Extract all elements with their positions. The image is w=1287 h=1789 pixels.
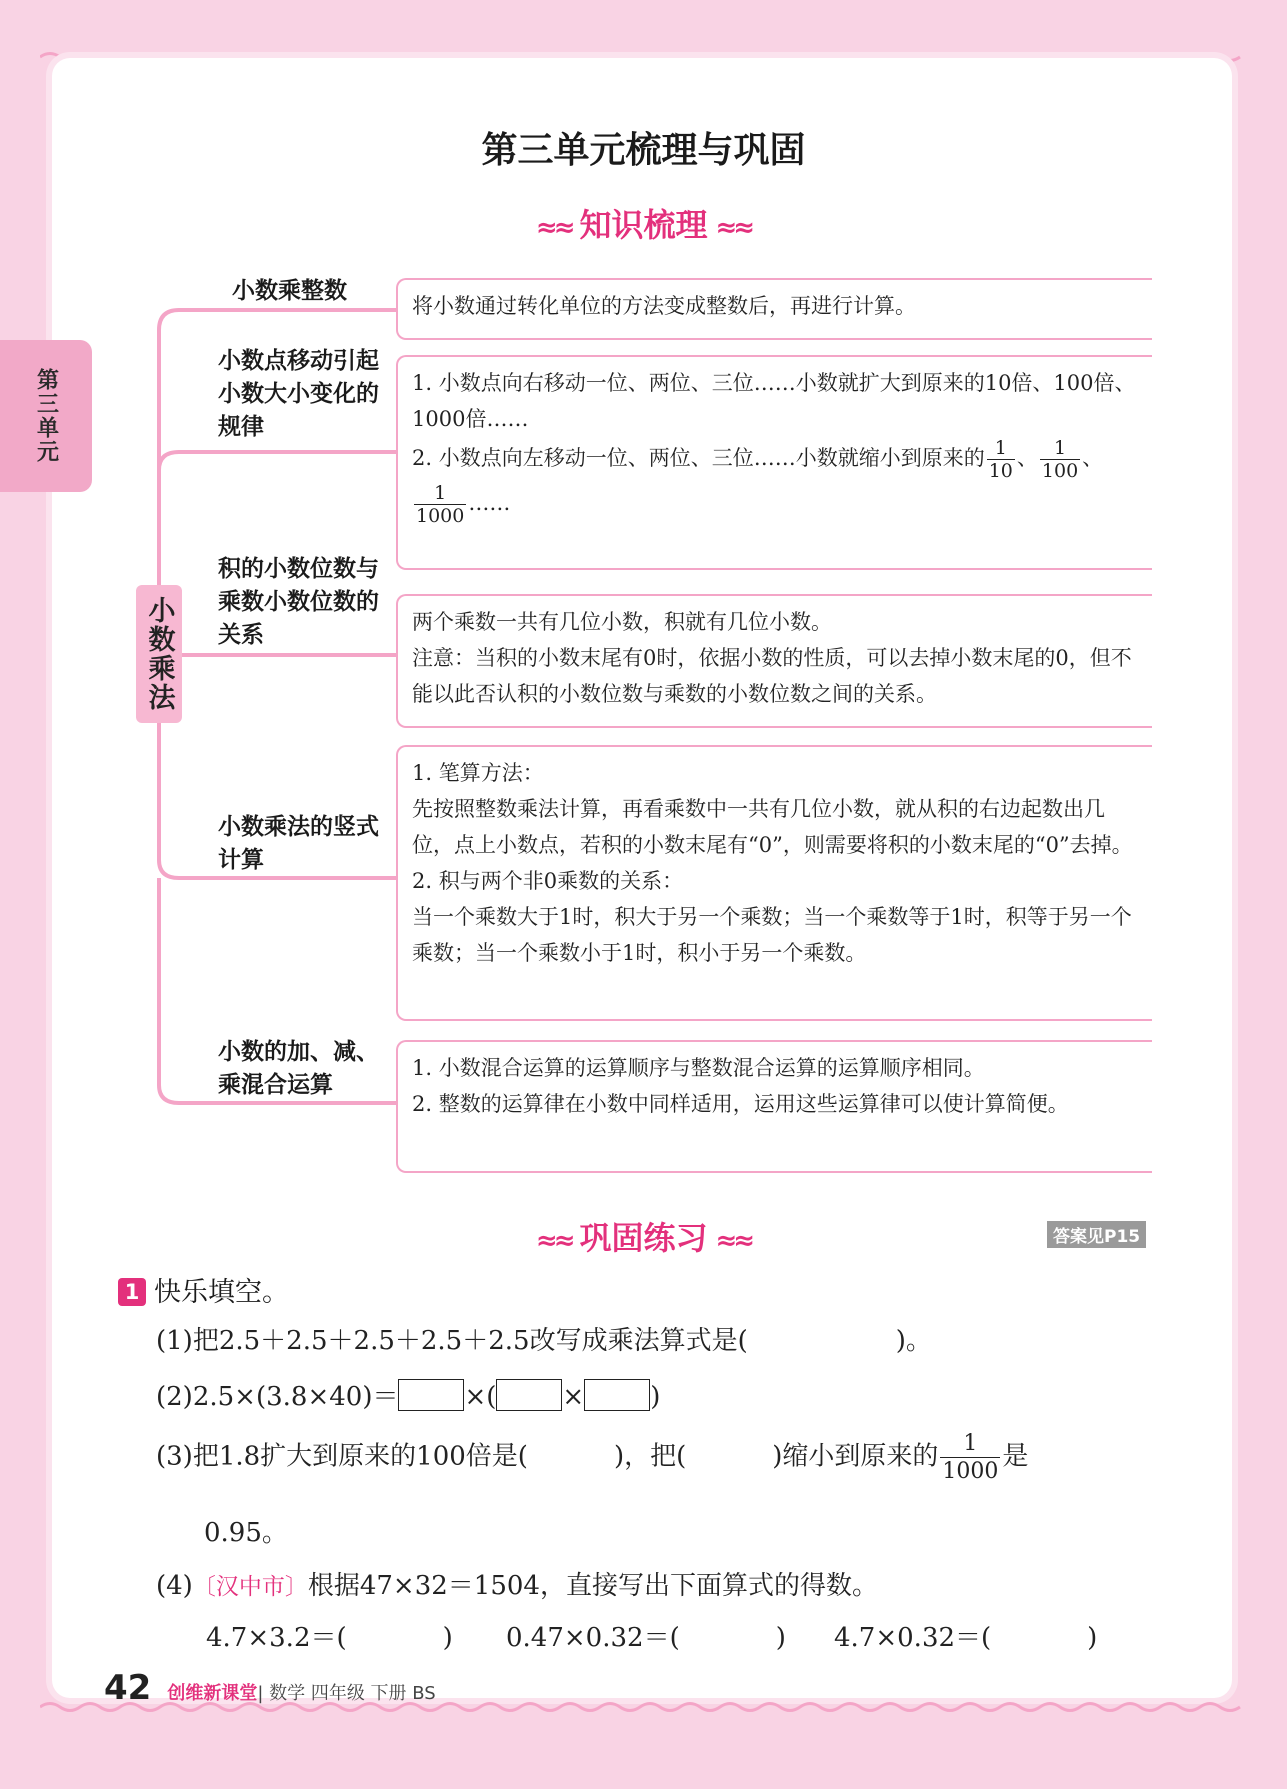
question-text: (2)2.5×(3.8×40)＝ xyxy=(156,1382,399,1412)
question-text: ) xyxy=(1087,1623,1098,1653)
question-title: 快乐填空。 xyxy=(154,1277,289,1308)
book-info: | 数学 四年级 下册 BS xyxy=(257,1683,436,1704)
brand-name: 创维新课堂 xyxy=(167,1683,258,1704)
question-text: (3)把1.8扩大到原来的100倍是( xyxy=(156,1441,528,1472)
knowledge-box-1 xyxy=(396,278,1152,340)
page-number: 42 xyxy=(104,1668,152,1708)
knowledge-text: 1. 小数点向右移动一位、两位、三位……小数就扩大到原来的10倍、100倍、1000倍…… xyxy=(412,371,1136,431)
fraction-denominator: 100 xyxy=(1041,460,1079,482)
fraction-1-100 xyxy=(1040,437,1080,482)
question-text: 根据47×32＝1504，直接写出下面算式的得数。 xyxy=(307,1571,878,1601)
question-1-part-2 xyxy=(156,1376,660,1413)
knowledge-text: 2. 小数点向左移动一位、两位、三位……小数就缩小到原来的 xyxy=(412,446,985,470)
question-text: ) xyxy=(442,1623,453,1653)
question-1-part-4-item-1 xyxy=(206,1617,453,1654)
question-1-heading xyxy=(118,1270,289,1309)
knowledge-box-4 xyxy=(396,745,1152,1021)
question-1-part-4-item-2 xyxy=(506,1617,786,1654)
fraction-1-1000 xyxy=(414,482,466,527)
question-text: )。 xyxy=(895,1326,932,1356)
root-node-decimal-multiplication xyxy=(136,585,182,723)
knowledge-text: 注意：当积的小数末尾有0时，依据小数的性质，可以去掉小数末尾的0，但不能以此否认积的小数位数与乘数的小数位数之间的关系。 xyxy=(412,646,1132,706)
question-1-part-3 xyxy=(156,1430,1028,1485)
question-text: 4.7×0.32＝( xyxy=(834,1623,992,1653)
region-tag: 〔汉中市〕 xyxy=(192,1574,308,1600)
question-1-part-1 xyxy=(156,1320,932,1357)
knowledge-box-3 xyxy=(396,594,1152,728)
question-text: ) xyxy=(650,1382,661,1412)
question-text: 0.47×0.32＝( xyxy=(506,1623,680,1653)
question-text: 是 xyxy=(1002,1441,1029,1472)
branch-label-mixed-operations: 小数的加、减、乘混合运算 xyxy=(218,1039,379,1098)
fraction-1-10 xyxy=(987,437,1015,482)
fraction-numerator: 1 xyxy=(987,437,1015,460)
branch-label-product-decimal-places: 积的小数位数与乘数小数位数的关系 xyxy=(218,556,379,648)
fraction-denominator: 1000 xyxy=(416,505,465,527)
answer-box[interactable] xyxy=(496,1379,562,1411)
fraction-denominator: 10 xyxy=(988,460,1013,482)
question-text: (4) xyxy=(156,1571,193,1601)
fraction-numerator: 1 xyxy=(1040,437,1080,460)
question-text: (1)把2.5＋2.5＋2.5＋2.5＋2.5改写成乘法算式是( xyxy=(156,1326,748,1356)
knowledge-text: 先按照整数乘法计算，再看乘数中一共有几位小数，就从积的右边起数出几位，点上小数点，若积的小数末尾有“0”，则需要将积的小数末尾的“0”去掉。 xyxy=(412,797,1133,857)
knowledge-text-with-fractions: 2. 小数点向左移动一位、两位、三位……小数就缩小到原来的 $\frac{1}{10}$ 、 $\frac{1}{100}$ 、 $\frac{1}{1000}$ …… xyxy=(412,437,1104,527)
question-1-part-3-continued: 0.95。 xyxy=(204,1518,288,1548)
knowledge-text: 当一个乘数大于1时，积大于另一个乘数；当一个乘数等于1时，积等于另一个乘数；当一个乘数小于1时，积小于另一个乘数。 xyxy=(412,905,1132,965)
unit-side-tab-label: 第三单元 xyxy=(33,368,59,464)
knowledge-text: 两个乘数一共有几位小数，积就有几位小数。 xyxy=(412,610,832,634)
fraction-1-1000 xyxy=(940,1430,1000,1485)
root-node-label: 小数乘法 xyxy=(143,596,175,712)
branch-label-decimal-point-shift: 小数点移动引起小数大小变化的规律 xyxy=(218,348,379,440)
question-text: )缩小到原来的 xyxy=(772,1441,939,1472)
question-text: × xyxy=(562,1382,585,1412)
knowledge-box-5 xyxy=(396,1040,1152,1173)
fraction-numerator: 1 xyxy=(940,1430,1000,1458)
page-title: 第三单元梳理与巩固 xyxy=(481,130,806,171)
wave-ornament-right: ≈≈ xyxy=(715,213,752,243)
wave-ornament-left: ≈≈ xyxy=(535,1226,572,1256)
branch-label-vertical-calculation: 小数乘法的竖式计算 xyxy=(218,814,379,873)
question-text: )，把( xyxy=(613,1441,687,1472)
knowledge-text: 将小数通过转化单位的方法变成整数后，再进行计算。 xyxy=(412,294,916,318)
ellipsis: …… xyxy=(468,491,511,515)
question-number-badge: 1 xyxy=(118,1278,146,1306)
branch-label-decimal-times-integer: 小数乘整数 xyxy=(232,278,347,304)
knowledge-box-2 xyxy=(396,355,1152,570)
question-text: ) xyxy=(775,1623,786,1653)
knowledge-text: 1. 小数混合运算的运算顺序与整数混合运算的运算顺序相同。 xyxy=(412,1056,985,1080)
fraction-denominator: 1000 xyxy=(942,1459,999,1484)
fraction-numerator: 1 xyxy=(414,482,466,505)
answer-reference-tag[interactable]: 答案见P15 xyxy=(1047,1221,1146,1248)
section-practice-label: 巩固练习 xyxy=(579,1219,708,1257)
wave-ornament-right: ≈≈ xyxy=(715,1226,752,1256)
page-footer xyxy=(104,1668,436,1708)
question-text: ×( xyxy=(464,1382,497,1412)
answer-box[interactable] xyxy=(584,1379,650,1411)
question-text: 4.7×3.2＝( xyxy=(206,1623,347,1653)
wave-ornament-left: ≈≈ xyxy=(535,213,572,243)
section-knowledge-label: 知识梳理 xyxy=(579,206,708,244)
knowledge-text: 1. 笔算方法： xyxy=(412,761,544,785)
knowledge-text: 2. 积与两个非0乘数的关系： xyxy=(412,869,684,893)
knowledge-text: 2. 整数的运算律在小数中同样适用，运用这些运算律可以使计算简便。 xyxy=(412,1092,1069,1116)
question-1-part-4 xyxy=(156,1565,878,1602)
answer-box[interactable] xyxy=(398,1379,464,1411)
question-1-part-4-item-3 xyxy=(834,1617,1097,1654)
